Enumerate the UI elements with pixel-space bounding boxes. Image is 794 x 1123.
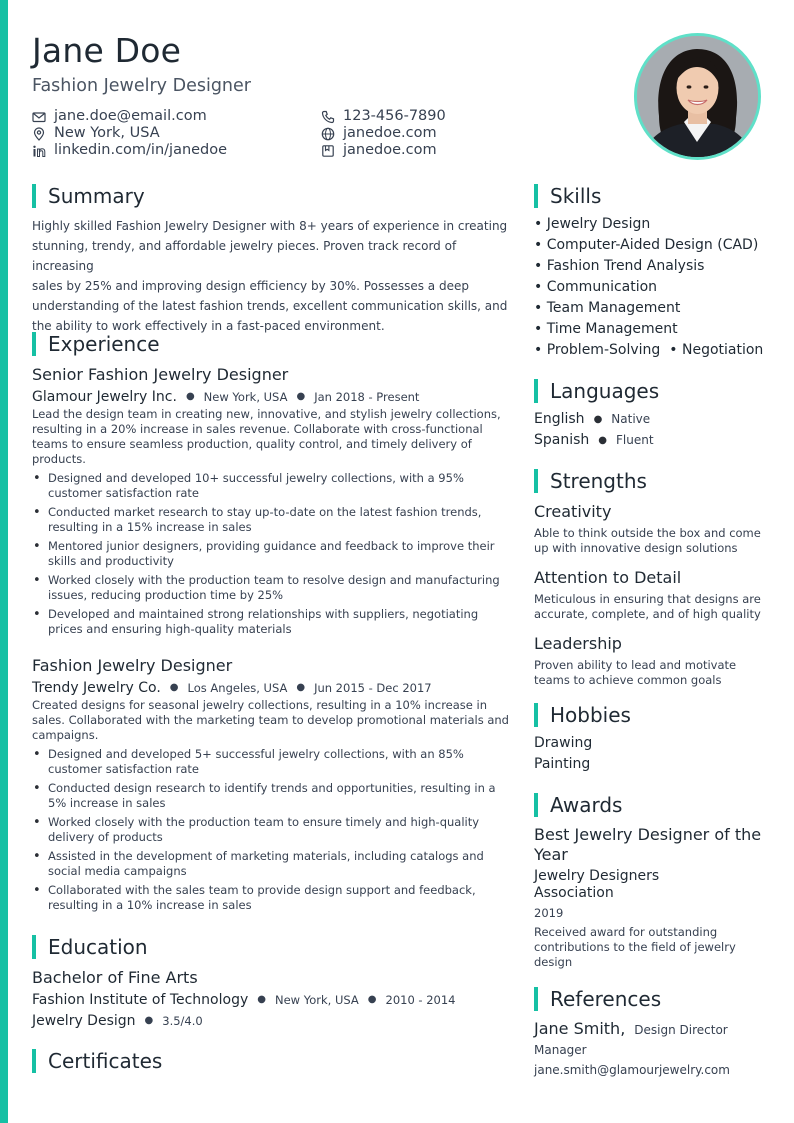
job-description-line: products. bbox=[32, 452, 86, 466]
strength-description bbox=[534, 592, 768, 622]
linkedin-icon bbox=[32, 144, 46, 158]
strengths-heading-text: Strengths bbox=[550, 469, 647, 493]
achievement-item bbox=[32, 573, 510, 603]
strength-line: Able to think outside the box and come bbox=[534, 526, 761, 540]
achievement-line: • Collaborated with the sales team to provide design support and feedback, bbox=[48, 883, 476, 897]
strength-line: Meticulous in ensuring that designs are bbox=[534, 592, 761, 606]
language-level: Native bbox=[611, 412, 651, 426]
gpa: 3.5/4.0 bbox=[162, 1014, 203, 1028]
hobby-item: Drawing bbox=[534, 735, 593, 751]
job-entry bbox=[32, 365, 510, 641]
award-description-line: design bbox=[534, 955, 573, 969]
skill-item: • Time Management bbox=[534, 321, 678, 337]
achievement-item bbox=[32, 607, 510, 637]
summary-line: stunning, trendy, and affordable jewelry pieces. Proven track record of increasing bbox=[32, 239, 457, 273]
school-name: Fashion Institute of Technology bbox=[32, 992, 249, 1008]
language-level: Fluent bbox=[616, 433, 654, 447]
job-dates: Jan 2018 - Present bbox=[314, 390, 420, 404]
skills-heading bbox=[534, 184, 601, 208]
achievement-item bbox=[32, 781, 510, 811]
award-entry bbox=[534, 825, 768, 970]
strength-description bbox=[534, 526, 768, 556]
summary-heading bbox=[32, 184, 145, 208]
hobbies-list bbox=[534, 733, 768, 775]
strengths-heading bbox=[534, 469, 647, 493]
achievement-line: 5% increase in sales bbox=[48, 796, 166, 810]
job-entry bbox=[32, 656, 510, 917]
summary-heading-text: Summary bbox=[48, 184, 145, 208]
reference-entry bbox=[534, 1019, 768, 1079]
references-heading-text: References bbox=[550, 987, 662, 1011]
strength-line: teams to achieve common goals bbox=[534, 673, 722, 687]
degree: Bachelor of Fine Arts bbox=[32, 968, 198, 987]
achievement-item bbox=[32, 883, 510, 913]
accent-bar bbox=[0, 0, 8, 1123]
skill-item: • Communication bbox=[534, 279, 658, 295]
achievement-item bbox=[32, 815, 510, 845]
strength-line: accurate, complete, and of high quality bbox=[534, 607, 761, 621]
job-description-line: Created designs for seasonal jewelry collections, resulting in a 10% increase in bbox=[32, 698, 488, 712]
references-heading bbox=[534, 987, 661, 1011]
strength-item bbox=[534, 502, 768, 556]
separator-dot: ● bbox=[257, 994, 266, 1005]
mail-icon bbox=[32, 110, 46, 124]
job-meta bbox=[32, 679, 510, 697]
job-description-line: campaigns. bbox=[32, 728, 99, 742]
reference-position-cont: Manager bbox=[534, 1043, 587, 1057]
achievement-line: resulting in a 15% increase in sales bbox=[48, 520, 252, 534]
language-name: Spanish bbox=[534, 432, 590, 448]
job-title: Fashion Jewelry Designer bbox=[32, 656, 233, 675]
job-meta bbox=[32, 388, 510, 406]
portfolio-icon bbox=[321, 144, 335, 158]
achievement-line: customer satisfaction rate bbox=[48, 486, 200, 500]
strength-line: up with innovative design solutions bbox=[534, 541, 738, 555]
achievement-line: resulting in a 10% increase in sales bbox=[48, 898, 252, 912]
summary-line: sales by 25% and improving design efficiency by 30%. Possesses a deep bbox=[32, 279, 469, 293]
profile-photo-image bbox=[637, 36, 758, 157]
strength-title: Creativity bbox=[534, 502, 612, 521]
skill-item: • Fashion Trend Analysis bbox=[534, 258, 705, 274]
achievement-line: • Assisted in the development of marketing materials, including catalogs and bbox=[48, 849, 484, 863]
achievement-item bbox=[32, 747, 510, 777]
certificates-heading bbox=[32, 1049, 162, 1073]
achievement-line: • Conducted design research to identify trends and opportunities, resulting in a bbox=[48, 781, 496, 795]
achievement-item bbox=[32, 505, 510, 535]
strength-title: Attention to Detail bbox=[534, 568, 682, 587]
school-location: New York, USA bbox=[274, 993, 359, 1007]
achievement-item bbox=[32, 539, 510, 569]
skill-item: • Negotiation bbox=[669, 342, 764, 358]
job-achievements bbox=[32, 747, 510, 913]
education-dates: 2010 - 2014 bbox=[385, 993, 456, 1007]
job-description-line: resulting in a 20% increase in sales revenue. Collaborate with cross-functional bbox=[32, 422, 483, 436]
email-text: jane.doe@email.com bbox=[54, 108, 207, 124]
award-org-line: Jewelry Designers bbox=[534, 868, 660, 884]
candidate-role: Fashion Jewelry Designer bbox=[32, 76, 251, 96]
summary-line: Highly skilled Fashion Jewelry Designer with 8+ years of experience in creating bbox=[32, 219, 508, 233]
job-title: Senior Fashion Jewelry Designer bbox=[32, 365, 289, 384]
skill-item: • Team Management bbox=[534, 300, 681, 316]
reference-name: Jane Smith, bbox=[534, 1019, 626, 1038]
major-name: Jewelry Design bbox=[32, 1013, 136, 1029]
job-description-line: sales. Collaborated with the marketing team to develop promotional materials and bbox=[32, 713, 509, 727]
achievement-line: social media campaigns bbox=[48, 864, 187, 878]
achievement-line: • Developed and maintained strong relationships with suppliers, negotiating bbox=[48, 607, 479, 621]
contact-email[interactable] bbox=[32, 108, 207, 125]
experience-heading-text: Experience bbox=[48, 332, 160, 356]
skill-item: • Computer-Aided Design (CAD) bbox=[534, 237, 759, 253]
hobbies-heading bbox=[534, 703, 631, 727]
achievement-line: prices and ensuring high-quality materials bbox=[48, 622, 292, 636]
website-text: janedoe.com bbox=[343, 125, 437, 141]
resume-header bbox=[32, 30, 592, 158]
achievement-line: skills and productivity bbox=[48, 554, 174, 568]
language-item bbox=[534, 430, 768, 451]
hobbies-heading-text: Hobbies bbox=[550, 703, 631, 727]
profile-photo bbox=[634, 33, 761, 160]
hobby-item: Painting bbox=[534, 756, 591, 772]
award-org-line: Association bbox=[534, 885, 614, 901]
location-text: New York, USA bbox=[54, 125, 160, 141]
phone-text: 123-456-7890 bbox=[343, 108, 446, 124]
separator-dot: ● bbox=[144, 1015, 154, 1026]
reference-email[interactable]: jane.smith@glamourjewelry.com bbox=[534, 1063, 730, 1077]
separator-dot: ● bbox=[598, 435, 608, 446]
contact-portfolio[interactable] bbox=[321, 142, 437, 159]
achievement-line: customer satisfaction rate bbox=[48, 762, 200, 776]
award-year: 2019 bbox=[534, 906, 564, 920]
achievement-line: • Conducted market research to stay up-to-date on the latest fashion trends, bbox=[48, 505, 482, 519]
strength-item bbox=[534, 634, 768, 688]
achievement-item bbox=[32, 849, 510, 879]
education-meta bbox=[32, 991, 510, 1009]
separator-dot: ● bbox=[185, 391, 195, 402]
linkedin-text: linkedin.com/in/janedoe bbox=[54, 142, 228, 158]
education-heading-text: Education bbox=[48, 935, 148, 959]
contact-phone[interactable] bbox=[321, 108, 446, 125]
separator-dot: ● bbox=[296, 682, 306, 693]
languages-list bbox=[534, 409, 768, 451]
job-location: New York, USA bbox=[203, 390, 288, 404]
achievement-line: • Designed and developed 10+ successful jewelry collections, with a 95% bbox=[48, 471, 464, 485]
education-heading bbox=[32, 935, 148, 959]
job-description-line: teams to ensure seamless production, quality control, and timely delivery of bbox=[32, 437, 472, 451]
job-description-line: Lead the design team in creating new, innovative, and stylish jewelry collections, bbox=[32, 407, 501, 421]
separator-dot: ● bbox=[296, 391, 306, 402]
achievement-item bbox=[32, 471, 510, 501]
award-name-line: Year bbox=[534, 845, 568, 864]
achievement-line: • Worked closely with the production team to resolve design and manufacturing bbox=[48, 573, 500, 587]
job-company: Trendy Jewelry Co. bbox=[32, 680, 161, 696]
contact-linkedin[interactable] bbox=[32, 142, 227, 159]
candidate-name: Jane Doe bbox=[32, 31, 182, 70]
contact-location bbox=[32, 125, 160, 142]
skill-item: • Problem-Solving bbox=[534, 342, 661, 358]
languages-heading-text: Languages bbox=[550, 379, 660, 403]
separator-dot: ● bbox=[593, 414, 603, 425]
strength-description bbox=[534, 658, 768, 688]
languages-heading bbox=[534, 379, 659, 403]
portfolio-text: janedoe.com bbox=[343, 142, 437, 158]
achievement-line: delivery of products bbox=[48, 830, 163, 844]
separator-dot: ● bbox=[169, 682, 179, 693]
award-description-line: Received award for outstanding bbox=[534, 925, 718, 939]
contact-website[interactable] bbox=[321, 125, 437, 142]
education-entry bbox=[32, 968, 510, 1030]
phone-icon bbox=[321, 110, 335, 124]
reference-position: Design Director bbox=[634, 1023, 728, 1037]
summary-line: the ability to work effectively in a fast-paced environment. bbox=[32, 319, 385, 333]
strength-line: Proven ability to lead and motivate bbox=[534, 658, 737, 672]
skills-heading-text: Skills bbox=[550, 184, 602, 208]
language-name: English bbox=[534, 411, 585, 427]
job-company: Glamour Jewelry Inc. bbox=[32, 389, 177, 405]
location-pin-icon bbox=[32, 127, 46, 141]
achievement-line: • Worked closely with the production team to ensure timely and high-quality bbox=[48, 815, 480, 829]
achievement-line: • Mentored junior designers, providing guidance and feedback to improve their bbox=[48, 539, 495, 553]
award-name-line: Best Jewelry Designer of the bbox=[534, 825, 762, 844]
job-achievements bbox=[32, 471, 510, 637]
job-dates: Jun 2015 - Dec 2017 bbox=[314, 681, 432, 695]
awards-heading-text: Awards bbox=[550, 793, 623, 817]
education-major bbox=[32, 1012, 510, 1030]
summary-line: understanding of the latest fashion trends, excellent communication skills, and bbox=[32, 299, 508, 313]
experience-heading bbox=[32, 332, 160, 356]
achievement-line: issues, reducing production time by 25% bbox=[48, 588, 284, 602]
skill-item: • Jewelry Design bbox=[534, 216, 651, 232]
strength-title: Leadership bbox=[534, 634, 622, 653]
certificates-heading-text: Certificates bbox=[48, 1049, 163, 1073]
separator-dot: ● bbox=[367, 994, 377, 1005]
award-description-line: contributions to the field of jewelry bbox=[534, 940, 736, 954]
awards-heading bbox=[534, 793, 622, 817]
strength-item bbox=[534, 568, 768, 622]
language-item bbox=[534, 409, 768, 430]
summary-body bbox=[32, 216, 510, 336]
achievement-line: • Designed and developed 5+ successful jewelry collections, with an 85% bbox=[48, 747, 464, 761]
job-location: Los Angeles, USA bbox=[187, 681, 288, 695]
globe-icon bbox=[321, 127, 335, 141]
skills-list bbox=[534, 214, 768, 361]
